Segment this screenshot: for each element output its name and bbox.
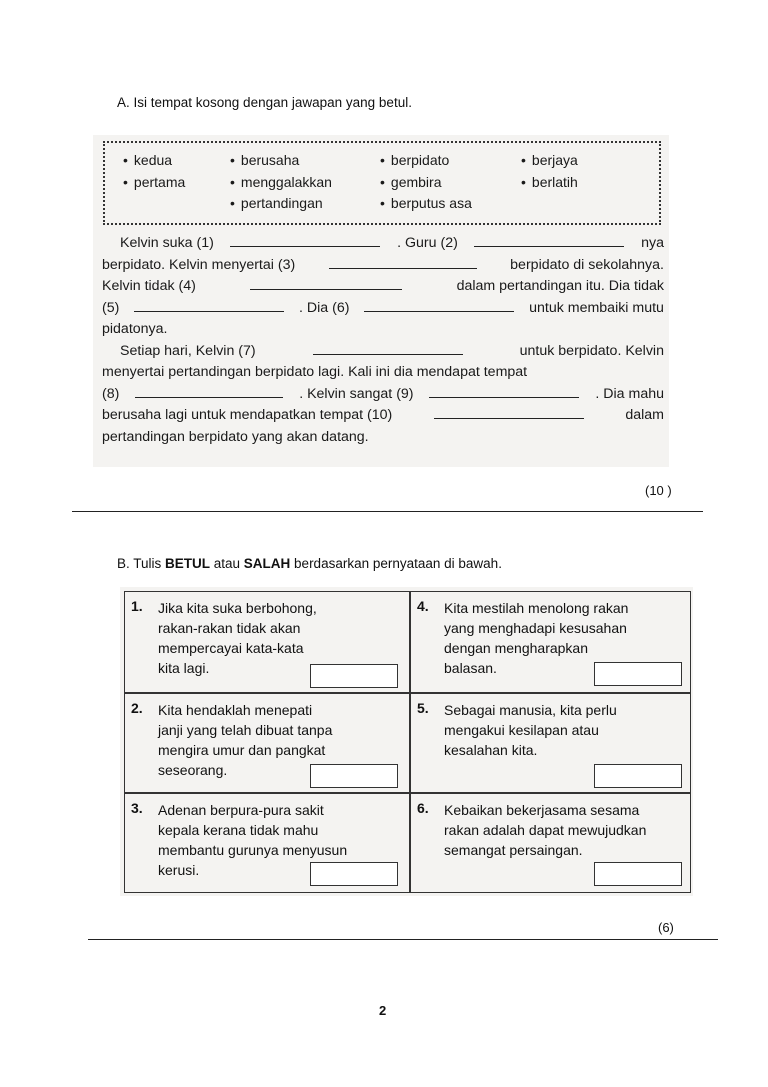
page-number: 2 bbox=[379, 1003, 387, 1018]
section-b-exercise-image bbox=[120, 587, 693, 896]
passage-text: . Kelvin sangat (9) bbox=[299, 385, 414, 402]
word-bank bbox=[103, 141, 661, 225]
blank-3[interactable] bbox=[329, 255, 477, 269]
word-bank-item: • berjaya bbox=[521, 152, 578, 168]
passage-text: berusaha lagi untuk mendapatkan tempat (10) bbox=[102, 407, 393, 423]
section-a-marks: (10 ) bbox=[645, 483, 672, 498]
statement-grid bbox=[124, 591, 691, 893]
answer-box[interactable] bbox=[310, 664, 398, 688]
blank-2[interactable] bbox=[474, 233, 624, 247]
answer-box[interactable] bbox=[594, 662, 682, 686]
statement-cell bbox=[125, 592, 409, 692]
passage-line bbox=[102, 384, 664, 406]
blank-5[interactable] bbox=[134, 298, 284, 312]
statement-number: 6. bbox=[417, 800, 429, 816]
word-bank-item: • pertandingan bbox=[230, 195, 323, 211]
statement-cell bbox=[125, 794, 409, 892]
word-bank-item: • berlatih bbox=[521, 174, 578, 190]
word-bank-item: • kedua bbox=[123, 152, 172, 168]
passage-text: pertandingan berpidato yang akan datang. bbox=[102, 428, 369, 445]
blank-7[interactable] bbox=[313, 341, 463, 355]
passage-line bbox=[102, 233, 664, 255]
fill-in-passage bbox=[102, 233, 664, 448]
passage-line bbox=[102, 362, 664, 384]
blank-10[interactable] bbox=[434, 405, 584, 419]
passage-text: (5) bbox=[102, 299, 120, 316]
passage-text: Kelvin tidak (4) bbox=[102, 278, 196, 294]
instruction-betul: BETUL bbox=[165, 556, 211, 571]
instruction-text: B. Tulis bbox=[117, 556, 166, 571]
blank-9[interactable] bbox=[429, 384, 579, 398]
blank-8[interactable] bbox=[135, 384, 283, 398]
instruction-salah: SALAH bbox=[243, 556, 291, 571]
section-a-instruction: A. Isi tempat kosong dengan jawapan yang betul. bbox=[117, 95, 412, 110]
passage-line bbox=[102, 427, 664, 449]
word-bank-item: • berpidato bbox=[380, 152, 449, 168]
answer-box[interactable] bbox=[310, 764, 398, 788]
statement-text: Sebagai manusia, kita perlu mengakui kesilapan atau kesalahan kita. bbox=[444, 702, 617, 758]
passage-text: . Dia mahu bbox=[595, 385, 664, 402]
section-a-divider bbox=[72, 511, 703, 512]
blank-1[interactable] bbox=[230, 233, 380, 247]
passage-text: dalam bbox=[625, 407, 664, 423]
passage-text: menyertai pertandingan berpidato lagi. Kali ini dia mendapat tempat bbox=[102, 364, 528, 380]
statement-text: Adenan berpura-pura sakit kepala kerana tidak mahu membantu gurunya menyusun kerusi. bbox=[158, 802, 348, 878]
passage-text: dalam pertandingan itu. Dia tidak bbox=[456, 278, 664, 294]
word-bank-item: • berusaha bbox=[230, 152, 299, 168]
passage-text: berpidato. Kelvin menyertai (3) bbox=[102, 256, 296, 273]
instruction-text: berdasarkan pernyataan di bawah. bbox=[290, 556, 502, 571]
answer-box[interactable] bbox=[310, 862, 398, 886]
statement-number: 3. bbox=[131, 800, 143, 816]
passage-text: pidatonya. bbox=[102, 321, 168, 337]
word-bank-item: • pertama bbox=[123, 174, 185, 190]
word-bank-item: • berputus asa bbox=[380, 195, 472, 211]
section-b-instruction bbox=[117, 556, 502, 571]
passage-line bbox=[102, 255, 664, 277]
passage-text: . Guru (2) bbox=[397, 235, 458, 251]
word-bank-item: • menggalakkan bbox=[230, 174, 332, 190]
blank-4[interactable] bbox=[250, 276, 402, 290]
answer-box[interactable] bbox=[594, 764, 682, 788]
passage-text: . Dia (6) bbox=[299, 299, 350, 316]
passage-text: berpidato di sekolahnya. bbox=[510, 256, 664, 273]
passage-line bbox=[102, 276, 664, 298]
statement-number: 1. bbox=[131, 598, 143, 614]
passage-text: nya bbox=[641, 235, 664, 251]
blank-6[interactable] bbox=[364, 298, 514, 312]
statement-text: Kita mestilah menolong rakan yang menghadapi kesusahan dengan mengharapkan balasan. bbox=[444, 600, 629, 676]
statement-cell bbox=[125, 694, 409, 792]
passage-text: untuk berpidato. Kelvin bbox=[519, 342, 664, 359]
instruction-text: atau bbox=[210, 556, 244, 571]
passage-text: Setiap hari, Kelvin (7) bbox=[120, 342, 256, 359]
passage-line bbox=[102, 405, 664, 427]
passage-text: untuk membaiki mutu bbox=[529, 299, 664, 316]
word-bank-item: • gembira bbox=[380, 174, 442, 190]
statement-number: 5. bbox=[417, 700, 429, 716]
statement-cell bbox=[411, 694, 690, 792]
statement-cell bbox=[411, 794, 690, 892]
statement-cell bbox=[411, 592, 690, 692]
statement-number: 2. bbox=[131, 700, 143, 716]
statement-text: Jika kita suka berbohong, rakan-rakan tidak akan mempercayai kata-kata kita lagi. bbox=[158, 600, 317, 676]
passage-line bbox=[102, 298, 664, 320]
section-a-exercise-image bbox=[93, 135, 669, 467]
passage-line bbox=[102, 319, 664, 341]
answer-box[interactable] bbox=[594, 862, 682, 886]
statement-number: 4. bbox=[417, 598, 429, 614]
statement-text: Kebaikan bekerjasama sesama rakan adalah dapat mewujudkan semangat persaingan. bbox=[444, 802, 647, 858]
passage-text: Kelvin suka (1) bbox=[120, 235, 214, 251]
section-b-marks: (6) bbox=[658, 920, 674, 935]
statement-text: Kita hendaklah menepati janji yang telah dibuat tanpa mengira umur dan pangkat seseorang. bbox=[158, 702, 333, 778]
section-b-divider bbox=[88, 939, 718, 940]
passage-text: (8) bbox=[102, 385, 120, 402]
passage-line bbox=[102, 341, 664, 363]
